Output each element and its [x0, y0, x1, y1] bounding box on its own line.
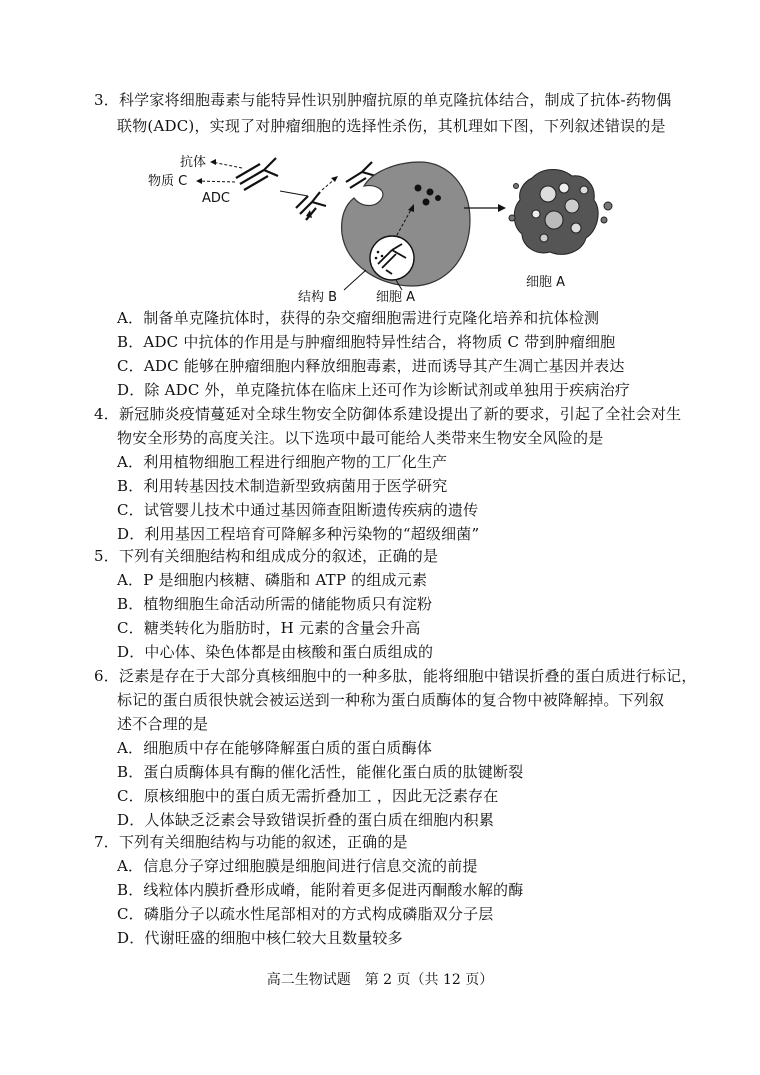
q5-option-c: C．糖类转化为脂肪时，H 元素的含量会升高 — [117, 619, 421, 637]
q7-stem-1: 下列有关细胞结构与功能的叙述，正确的是 — [118, 833, 408, 851]
q6-option-b: B．蛋白质酶体具有酶的催化活性，能催化蛋白质的肽键断裂 — [117, 763, 524, 781]
q4-option-d: D．利用基因工程培育可降解多种污染物的“超级细菌” — [117, 525, 480, 543]
q7-option-c: C．磷脂分子以疏水性尾部相对的方式构成磷脂双分子层 — [117, 905, 494, 923]
q4-number: 4． — [94, 405, 119, 423]
label-substance-c: 物质 C — [148, 174, 188, 189]
q4-option-c: C．试管婴儿技术中通过基因筛查阻断遗传疾病的遗传 — [117, 501, 479, 519]
q6-number: 6． — [94, 667, 119, 685]
adc-mechanism-figure — [140, 146, 620, 308]
q7-stem-line-1 — [94, 832, 408, 852]
q4-option-a: A．利用植物细胞工程进行细胞产物的工厂化生产 — [117, 453, 448, 471]
q3-stem-line-1 — [94, 90, 671, 110]
q7-option-b: B．线粒体内膜折叠形成嵴，能附着更多促进丙酮酸水解的酶 — [117, 881, 524, 899]
q7-number: 7． — [94, 833, 119, 851]
q7-option-d: D．代谢旺盛的细胞中核仁较大且数量较多 — [117, 929, 403, 947]
page-footer: 高二生物试题 第 2 页（共 12 页） — [266, 972, 494, 988]
label-structure-b: 结构 B — [298, 290, 338, 305]
q3-stem-2: 联物(ADC)，实现了对肿瘤细胞的选择性杀伤，其机理如下图，下列叙述错误的是 — [117, 117, 666, 135]
label-adc: ADC — [202, 191, 230, 206]
q6-option-a: A．细胞质中存在能够降解蛋白质的蛋白质酶体 — [117, 739, 433, 757]
adc-molecule-free — [236, 158, 278, 190]
apoptotic-cell — [509, 170, 612, 255]
q5-number: 5． — [94, 547, 119, 565]
q4-stem-2: 物安全形势的高度关注。以下选项中最可能给人类带来生物安全风险的是 — [117, 429, 604, 447]
label-cell-a-right: 细胞 A — [526, 275, 566, 290]
q3-option-a: A．制备单克隆抗体时，获得的杂交瘤细胞需进行克隆化培养和抗体检测 — [117, 309, 600, 327]
q6-stem-1: 泛素是存在于大部分真核细胞中的一种多肽，能将细胞中错误折叠的蛋白质进行标记， — [118, 667, 697, 685]
q3-option-d: D．除 ADC 外，单克隆抗体在临床上还可作为诊断试剂或单独用于疾病治疗 — [117, 381, 631, 399]
q5-option-d: D．中心体、染色体都是由核酸和蛋白质组成的 — [117, 643, 434, 661]
label-cell-a-left: 细胞 A — [376, 290, 416, 305]
q6-stem-3: 述不合理的是 — [117, 715, 209, 733]
q5-option-b: B．植物细胞生命活动所需的储能物质只有淀粉 — [117, 595, 433, 613]
q3-option-c: C．ADC 能够在肿瘤细胞内释放细胞毒素，进而诱导其产生凋亡基因并表达 — [117, 357, 625, 375]
q6-stem-line-1 — [94, 666, 697, 686]
q4-stem-line-1 — [94, 404, 681, 424]
label-antibody: 抗体 — [180, 155, 207, 170]
q6-option-c: C．原核细胞中的蛋白质无需折叠加工 ，因此无泛素存在 — [117, 787, 499, 805]
q5-stem-line-1 — [94, 546, 438, 566]
q3-stem-1: 科学家将细胞毒素与能特异性识别肿瘤抗原的单克隆抗体结合，制成了抗体-药物偶 — [118, 91, 672, 109]
q6-option-d: D．人体缺乏泛素会导致错误折叠的蛋白质在细胞内积累 — [117, 811, 495, 829]
q7-option-a: A．信息分子穿过细胞膜是细胞间进行信息交流的前提 — [117, 857, 478, 875]
q3-number: 3． — [94, 91, 119, 109]
q4-stem-1: 新冠肺炎疫情蔓延对全球生物安全防御体系建设提出了新的要求，引起了全社会对生 — [118, 405, 682, 423]
q6-stem-2: 标记的蛋白质很快就会被运送到一种称为蛋白质酶体的复合物中被降解掉。下列叙 — [117, 691, 665, 709]
q5-stem-1: 下列有关细胞结构和组成成分的叙述，正确的是 — [118, 547, 439, 565]
q4-option-b: B．利用转基因技术制造新型致病菌用于医学研究 — [117, 477, 448, 495]
q5-option-a: A．P 是细胞内核糖、磷脂和 ATP 的组成元素 — [117, 571, 428, 589]
q3-option-b: B．ADC 中抗体的作用是与肿瘤细胞特异性结合，将物质 C 带到肿瘤细胞 — [117, 333, 616, 351]
